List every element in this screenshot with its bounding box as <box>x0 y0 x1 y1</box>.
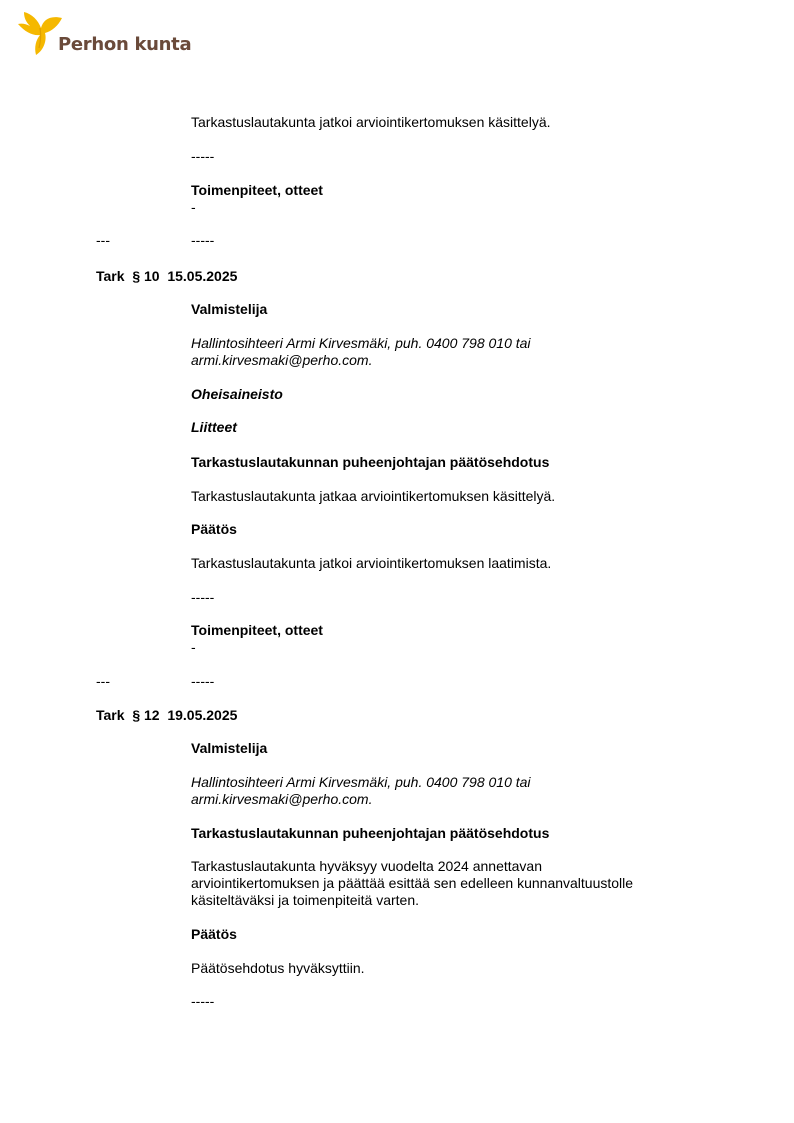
actions-heading: Toimenpiteet, otteet <box>191 622 323 638</box>
decision-heading: Päätös <box>191 926 237 942</box>
paragraph: Tarkastuslautakunta jatkoi arviointikertomuksen käsittelyä. <box>191 114 551 130</box>
divider-left: --- <box>96 673 110 689</box>
actions-heading: Toimenpiteet, otteet <box>191 182 323 198</box>
section-heading: Tark § 12 19.05.2025 <box>96 707 238 723</box>
actions-value: - <box>191 199 196 215</box>
decision-text: Päätösehdotus hyväksyttiin. <box>191 960 365 976</box>
decision-heading: Päätös <box>191 521 237 537</box>
proposal-heading: Tarkastuslautakunnan puheenjohtajan päätösehdotus <box>191 825 550 841</box>
separator: ----- <box>191 993 215 1009</box>
preparer-line: Hallintosihteeri Armi Kirvesmäki, puh. 0400 798 010 tai <box>191 335 531 351</box>
preparer-heading: Valmistelija <box>191 740 268 756</box>
proposal-text: Tarkastuslautakunta jatkaa arviointikertomuksen käsittelyä. <box>191 488 556 504</box>
municipality-logo <box>16 10 192 60</box>
proposal-line: käsiteltäväksi ja toimenpiteitä varten. <box>191 892 419 908</box>
decision-text: Tarkastuslautakunta jatkoi arviointikertomuksen laatimista. <box>191 555 552 571</box>
proposal-line: Tarkastuslautakunta hyväksyy vuodelta 2024 annettavan <box>191 858 543 874</box>
attachments-info-heading: Oheisaineisto <box>191 386 283 402</box>
divider-right: ----- <box>191 232 215 248</box>
preparer-email: armi.kirvesmaki@perho.com. <box>191 791 373 807</box>
proposal-heading: Tarkastuslautakunnan puheenjohtajan päätösehdotus <box>191 454 550 470</box>
divider-left: --- <box>96 232 110 248</box>
separator: ----- <box>191 589 215 605</box>
preparer-heading: Valmistelija <box>191 301 268 317</box>
preparer-line: Hallintosihteeri Armi Kirvesmäki, puh. 0400 798 010 tai <box>191 774 531 790</box>
separator: ----- <box>191 148 215 164</box>
preparer-email: armi.kirvesmaki@perho.com. <box>191 352 373 368</box>
section-heading: Tark § 10 15.05.2025 <box>96 268 238 284</box>
logo-text: Perhon kunta <box>58 34 192 55</box>
proposal-line: arviointikertomuksen ja päättää esittää sen edelleen kunnanvaltuustolle <box>191 875 634 891</box>
actions-value: - <box>191 639 196 655</box>
attachments-heading: Liitteet <box>191 419 237 435</box>
divider-right: ----- <box>191 673 215 689</box>
